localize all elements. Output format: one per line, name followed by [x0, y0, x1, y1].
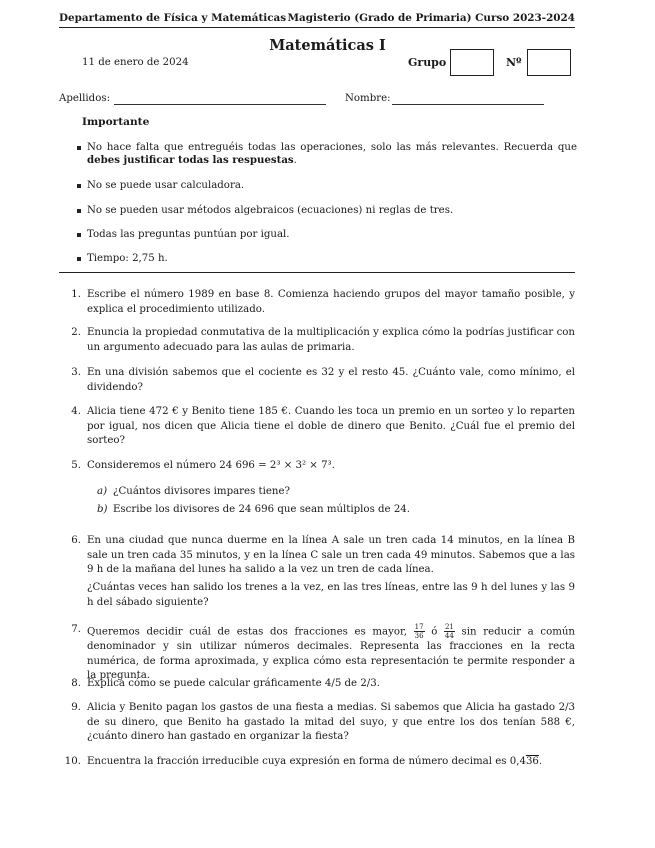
- question-text: Alicia tiene 472 € y Benito tiene 185 €. Cuando les toca un premio en un sorteo y lo reparten por igual, nos dicen que Alicia tiene el doble de dinero que Benito. ¿Cuál fue el premio del sorteo?: [87, 406, 575, 447]
- question-number: 9.: [71, 702, 81, 713]
- surname-field[interactable]: [114, 104, 326, 105]
- subquestion-text: ¿Cuántos divisores impares tiene?: [113, 486, 290, 497]
- question-text: Enuncia la propiedad conmutativa de la multiplicación y explica cómo la podrías justificar con un argumento adecuado para las aulas de primaria.: [87, 327, 575, 353]
- exam-date: 11 de enero de 2024: [82, 57, 189, 68]
- bullet-icon: [77, 233, 81, 237]
- bullet-icon: [77, 146, 81, 150]
- header-department: Departamento de Física y Matemáticas: [59, 12, 287, 24]
- fraction: $\frac{21}{44}$: [444, 623, 454, 640]
- question-text: En una ciudad que nunca duerme en la línea A sale un tren cada 14 minutos, en la línea B sale un tren cada 35 minutos, y en la línea C sale un tren cada 49 minutos. Sabemos que a las 9 h de la mañana del lunes ha salido a la vez un tren de cada línea.: [87, 535, 575, 576]
- header-rule: [59, 27, 575, 28]
- question-number: 1.: [71, 289, 81, 300]
- question-text: Consideremos el número 24 696 = 2³ × 3² × 7³.: [87, 460, 335, 471]
- question-number: 4.: [71, 406, 81, 417]
- question-number: 6.: [71, 535, 81, 546]
- question-number: 7.: [71, 624, 81, 635]
- question-text-continued: ¿Cuántas veces han salido los trenes a la vez, en las tres líneas, entre las 9 h del lunes y las 9 h del sábado siguiente?: [87, 582, 575, 608]
- bullet-icon: [77, 257, 81, 261]
- question-text: En una división sabemos que el cociente es 32 y el resto 45. ¿Cuánto vale, como mínimo, el dividendo?: [87, 367, 575, 393]
- important-item: Todas las preguntas puntúan por igual.: [87, 229, 290, 240]
- surname-label: Apellidos:: [59, 93, 110, 104]
- group-field[interactable]: [450, 49, 494, 76]
- question-number: 10.: [64, 756, 81, 767]
- question-text: Encuentra la fracción irreducible cuya expresión en forma de número decimal es 0,436.: [87, 756, 543, 767]
- fraction: $\frac{17}{36}$: [414, 623, 424, 640]
- question-number: 8.: [71, 678, 81, 689]
- bullet-icon: [77, 209, 81, 213]
- question-number: 3.: [71, 367, 81, 378]
- number-label: Nº: [506, 56, 522, 69]
- important-item: Tiempo: 2,75 h.: [87, 253, 168, 264]
- important-item: No hace falta que entreguéis todas las operaciones, solo las más relevantes. Recuerda que debes justificar todas las respuestas.: [87, 142, 577, 166]
- question-text: Alicia y Benito pagan los gastos de una fiesta a medias. Si sabemos que Alicia ha gastado 2/3 de su dinero, que Benito ha gastado la mitad del suyo, y que entre los dos tenían 588 €, ¿cuánto dinero han gastado en organizar la fiesta?: [87, 702, 575, 743]
- subquestion-text: Escribe los divisores de 24 696 que sean múltiplos de 24.: [113, 504, 411, 515]
- subquestion-label: b): [97, 504, 108, 515]
- important-heading: Importante: [82, 116, 150, 128]
- name-field[interactable]: [392, 104, 544, 105]
- question-number: 5.: [71, 460, 81, 471]
- subquestion-label: a): [97, 486, 108, 497]
- important-item: No se pueden usar métodos algebraicos (ecuaciones) ni reglas de tres.: [87, 205, 454, 216]
- section-divider: [59, 272, 575, 273]
- question-text: Explica cómo se puede calcular gráficamente 4/5 de 2/3.: [87, 678, 380, 689]
- question-text: Escribe el número 1989 en base 8. Comienza haciendo grupos del mayor tamaño posible, y explica el procedimiento utilizado.: [87, 289, 575, 315]
- bullet-icon: [77, 184, 81, 188]
- name-label: Nombre:: [345, 93, 391, 104]
- question-text: Queremos decidir cuál de estas dos fracciones es mayor, $\frac{17}{36}$ ó $\frac{21}{44}$ sin reducir a común denominador y sin utilizar números decimales. Representa las fracciones en la recta numérica, de forma aproximada, y explica cómo esta representación te permite responder a la pregunta.: [87, 623, 575, 682]
- question-number: 2.: [71, 327, 81, 338]
- important-item: No se puede usar calculadora.: [87, 180, 245, 191]
- header-course: Magisterio (Grado de Primaria) Curso 2023-2024: [287, 12, 575, 24]
- group-label: Grupo: [408, 56, 447, 69]
- number-field[interactable]: [527, 49, 571, 76]
- page-title: Matemáticas I: [269, 37, 386, 54]
